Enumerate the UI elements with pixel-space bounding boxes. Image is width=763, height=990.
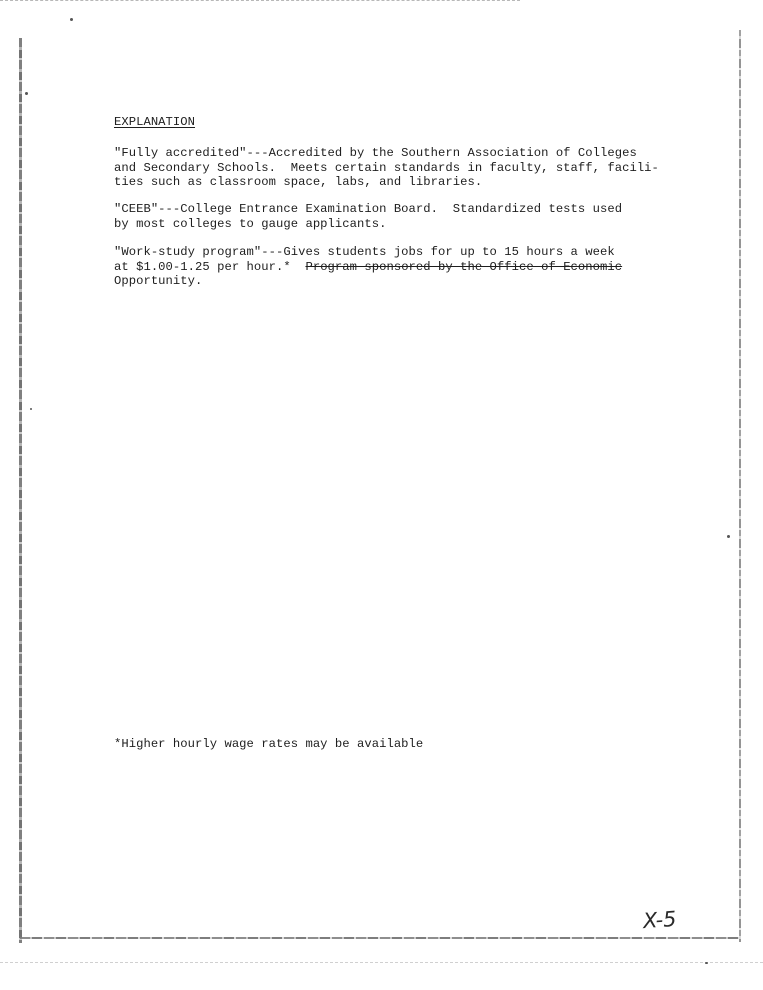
paragraph-work-study [114,245,622,289]
scan-speck [727,535,730,538]
handwritten-page-number: X-5 [642,906,678,934]
paragraph-line: by most colleges to gauge applicants. [114,216,387,231]
scan-speck [705,962,708,964]
scan-edge-left [19,38,22,943]
scan-edge-bottom [20,937,740,939]
scan-edge-top [0,0,520,1]
paragraph-ceeb [114,202,622,231]
paragraph-line: "Work-study program"---Gives students jobs for up to 15 hours a week [114,245,615,259]
paragraph-line: "Fully accredited"---Accredited by the Southern Association of Colleges [114,146,637,160]
struck-through-text: Program sponsored by the Office of Economic [305,259,623,274]
section-heading: EXPLANATION [114,115,196,129]
paragraph-line: Opportunity. [114,274,203,288]
paragraph-line: ties such as classroom space, labs, and libraries. [114,175,483,189]
paragraph-fully-accredited [114,146,659,190]
paragraph-line: "CEEB"---College Entrance Examination Board. Standardized tests used [114,202,623,216]
paragraph-line: at $1.00-1.25 per hour.* [114,259,291,274]
scan-edge-bottom-dashed [0,962,763,963]
scan-speck [70,18,73,21]
footnote: *Higher hourly wage rates may be available [114,737,424,751]
scan-edge-right [739,30,741,942]
scan-speck [30,408,32,410]
paragraph-line: and Secondary Schools. Meets certain standards in faculty, staff, facili- [114,160,659,175]
scan-speck [25,92,28,95]
